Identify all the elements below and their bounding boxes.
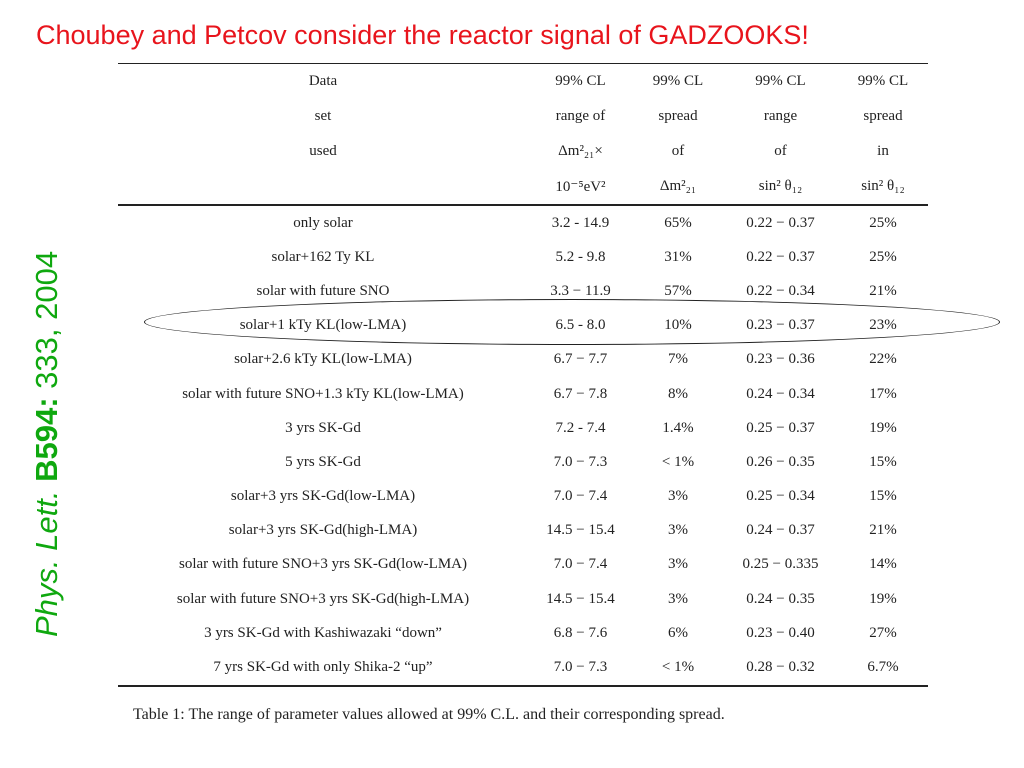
data-set-cell: solar+1 kTy KL(low-LMA) [239,317,407,334]
dm-range-cell: 7.0 − 7.4 [553,488,608,505]
table-row [118,650,928,685]
header-cell: Data [118,64,528,100]
header-cell: range of [555,108,606,124]
citation-volume: B594: [29,397,64,482]
dm-spread-cell: 10% [664,317,692,334]
dm-spread-cell: < 1% [661,453,695,470]
sin-spread-cell: 19% [869,590,897,607]
dm-spread-cell: < 1% [633,650,723,685]
data-set-cell: 7 yrs SK-Gd with only Shika-2 “up” [118,650,528,685]
sin-spread-cell: 15% [869,488,897,505]
sin-range-cell: 0.25 − 0.37 [746,419,815,436]
dm-range-cell: 6.8 − 7.6 [553,624,608,641]
dm-range-cell: 7.0 − 7.3 [528,650,633,685]
data-set-cell: 3 yrs SK-Gd [285,419,361,436]
header-row [118,169,928,205]
data-set-cell: solar+3 yrs SK-Gd(high-LMA) [228,522,418,539]
header-cell: Δm²₂₁ [633,169,723,205]
header-cell: of [774,143,787,159]
dm-range-cell: 6.7 − 7.8 [553,385,608,402]
data-set-cell: solar with future SNO+3 yrs SK-Gd(low-LMA) [178,556,467,573]
header-cell: 10⁻⁵eV² [528,169,633,205]
data-set-cell: solar+162 Ty KL [271,248,375,265]
data-set-cell: only solar [293,214,353,231]
header-cell: set [314,108,332,124]
dm-range-cell: 7.0 − 7.3 [553,453,608,470]
sin-range-cell: 0.24 − 0.34 [746,385,815,402]
sin-range-cell: 0.23 − 0.37 [746,317,815,334]
sin-spread-cell: 23% [869,317,897,334]
dm-range-cell: 6.7 − 7.7 [553,351,608,368]
data-set-cell: 5 yrs SK-Gd [285,453,361,470]
table-row [118,274,928,308]
journal-citation [27,137,67,637]
table-row [118,445,928,479]
dm-range-cell: 7.2 - 7.4 [555,419,606,436]
header-cell: in [877,143,889,159]
header-cell: sin² θ₁₂ [838,169,928,205]
sin-range-cell: 0.25 − 0.335 [742,556,819,573]
dm-spread-cell: 7% [668,351,688,368]
sin-range-cell: 0.24 − 0.35 [746,590,815,607]
dm-range-cell: 3.2 - 14.9 [551,214,610,231]
table-row [118,616,928,650]
table-body [118,205,928,686]
dm-range-cell: 3.3 − 11.9 [550,282,611,299]
citation-journal: Phys. Lett. [29,490,64,637]
sin-spread-cell: 27% [869,624,897,641]
table-header [118,64,928,206]
header-cell: spread [863,108,903,124]
dm-spread-cell: 57% [664,282,692,299]
dm-spread-cell: 3% [668,522,688,539]
sin-spread-cell: 19% [869,419,897,436]
sin-range-cell: 0.25 − 0.34 [746,488,815,505]
sin-spread-cell: 25% [869,214,897,231]
data-set-cell: solar+3 yrs SK-Gd(low-LMA) [230,488,416,505]
sin-spread-cell: 6.7% [838,650,928,685]
header-cell [118,169,528,205]
data-set-cell: solar+2.6 kTy KL(low-LMA) [234,351,412,368]
dm-spread-cell: 3% [668,590,688,607]
table-row [118,343,928,377]
header-cell: sin² θ₁₂ [723,169,838,205]
header-cell: 99% CL [528,64,633,100]
data-set-cell: solar with future SNO [256,282,390,299]
sin-spread-cell: 21% [869,522,897,539]
sin-range-cell: 0.22 − 0.37 [746,214,815,231]
table-row [118,309,928,343]
sin-range-cell: 0.23 − 0.40 [746,624,815,641]
dm-spread-cell: 3% [668,488,688,505]
header-cell: 99% CL [633,64,723,100]
data-set-cell: solar with future SNO+3 yrs SK-Gd(high-LMA) [176,590,470,607]
sin-range-cell: 0.26 − 0.35 [746,453,815,470]
sin-range-cell: 0.24 − 0.37 [746,522,815,539]
results-table [118,63,928,687]
table-row [118,514,928,548]
dm-spread-cell: 1.4% [662,419,694,436]
table-row [118,411,928,445]
dm-spread-cell: 3% [668,556,688,573]
dm-range-cell: 7.0 − 7.4 [553,556,608,573]
table-row [118,377,928,411]
header-row [118,99,928,134]
dm-range-cell: 5.2 - 9.8 [555,248,606,265]
dm-spread-cell: 31% [664,248,692,265]
table-row [118,480,928,514]
table-caption: Table 1: The range of parameter values allowed at 99% C.L. and their corresponding spread. [133,706,725,723]
header-cell: 99% CL [838,64,928,100]
header-row [118,64,928,100]
dm-range-cell: 14.5 − 15.4 [546,590,615,607]
sin-range-cell: 0.28 − 0.32 [723,650,838,685]
data-set-cell: 3 yrs SK-Gd with Kashiwazaki “down” [204,624,442,641]
dm-spread-cell: 65% [664,214,692,231]
sin-range-cell: 0.22 − 0.34 [746,282,815,299]
header-cell: range [763,108,798,124]
header-cell: of [671,143,685,159]
table-row [118,548,928,582]
sin-spread-cell: 21% [869,282,897,299]
sin-range-cell: 0.22 − 0.37 [746,248,815,265]
header-cell: spread [658,108,698,124]
sin-spread-cell: 17% [869,385,897,402]
table-row [118,240,928,274]
dm-range-cell: 14.5 − 15.4 [546,522,615,539]
data-set-cell: solar with future SNO+1.3 kTy KL(low-LMA) [182,385,464,402]
sin-spread-cell: 15% [869,453,897,470]
sin-spread-cell: 14% [869,556,897,573]
header-cell: used [309,143,337,159]
sin-spread-cell: 22% [869,351,897,368]
dm-spread-cell: 8% [668,385,688,402]
table-row [118,582,928,616]
header-cell: Δm²₂₁× [558,143,603,159]
dm-range-cell: 6.5 - 8.0 [555,317,606,334]
slide-title: Choubey and Petcov consider the reactor signal of GADZOOKS! [36,20,809,50]
citation-pages-year: 333, 2004 [29,250,64,389]
header-cell: 99% CL [723,64,838,100]
sin-range-cell: 0.23 − 0.36 [746,351,815,368]
sin-spread-cell: 25% [869,248,897,265]
dm-spread-cell: 6% [668,624,688,641]
table-row [118,205,928,240]
results-table-container [118,63,928,687]
header-row [118,134,928,169]
